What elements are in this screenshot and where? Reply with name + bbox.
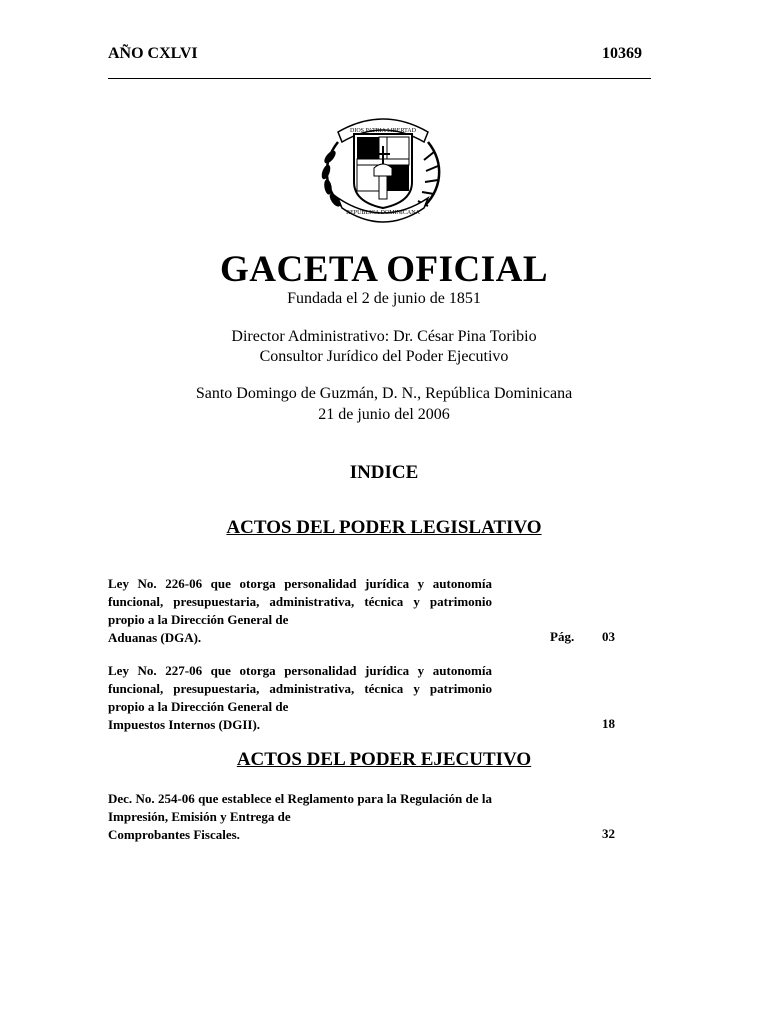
section-title: ACTOS DEL PODER EJECUTIVO bbox=[236, 749, 532, 770]
section-title: ACTOS DEL PODER LEGISLATIVO bbox=[226, 517, 542, 538]
entry-text-last-line: Impuestos Internos (DGII). bbox=[108, 717, 261, 732]
coat-of-arms-seal bbox=[316, 102, 450, 228]
issue-number: 10369 bbox=[602, 45, 642, 62]
entry-text: Ley No. 227-06 que otorga personalidad jurídica y autonomía funcional, presupuestaria, administrativa, técnica y patrimonio propio a la Dirección General de bbox=[108, 663, 492, 714]
director-line: Director Administrativo: Dr. César Pina Toribio bbox=[231, 328, 537, 345]
founded-line: Fundada el 2 de junio de 1851 bbox=[287, 290, 481, 307]
header-divider bbox=[108, 78, 651, 79]
place-line: Santo Domingo de Guzmán, D. N., República Dominicana bbox=[195, 385, 573, 402]
consultor-line: Consultor Jurídico del Poder Ejecutivo bbox=[259, 348, 509, 365]
index-entry-dec-254-06 bbox=[108, 790, 492, 844]
entry-text-last-line: Aduanas (DGA). bbox=[108, 630, 202, 645]
gazette-title: GACETA OFICIAL bbox=[219, 249, 549, 290]
entry-page-number: 18 bbox=[602, 716, 615, 731]
publication-date: 21 de junio del 2006 bbox=[318, 406, 450, 423]
index-heading: INDICE bbox=[349, 462, 419, 483]
section-heading-executive bbox=[0, 749, 768, 771]
seal-ribbon-top: DIOS PATRIA LIBERTAD bbox=[350, 128, 416, 134]
entry-page-number: 32 bbox=[602, 826, 615, 841]
index-entry-ley-227-06 bbox=[108, 662, 492, 734]
entry-text-last-line: Comprobantes Fiscales. bbox=[108, 827, 240, 842]
seal-ribbon-bottom: REPÚBLICA DOMINICANA bbox=[346, 210, 420, 216]
entry-text: Dec. No. 254-06 que establece el Reglamento para la Regulación de la Impresión, Emisión y Entrega de bbox=[108, 791, 492, 824]
index-entry-ley-226-06 bbox=[108, 575, 492, 647]
entry-text: Ley No. 226-06 que otorga personalidad jurídica y autonomía funcional, presupuestaria, administrativa, técnica y patrimonio propio a la Dirección General de bbox=[108, 576, 492, 627]
issue-year: AÑO CXLVI bbox=[108, 45, 198, 62]
page-label: Pág. bbox=[550, 629, 575, 644]
section-heading-legislative bbox=[0, 517, 768, 539]
entry-page-number: 03 bbox=[602, 629, 615, 644]
